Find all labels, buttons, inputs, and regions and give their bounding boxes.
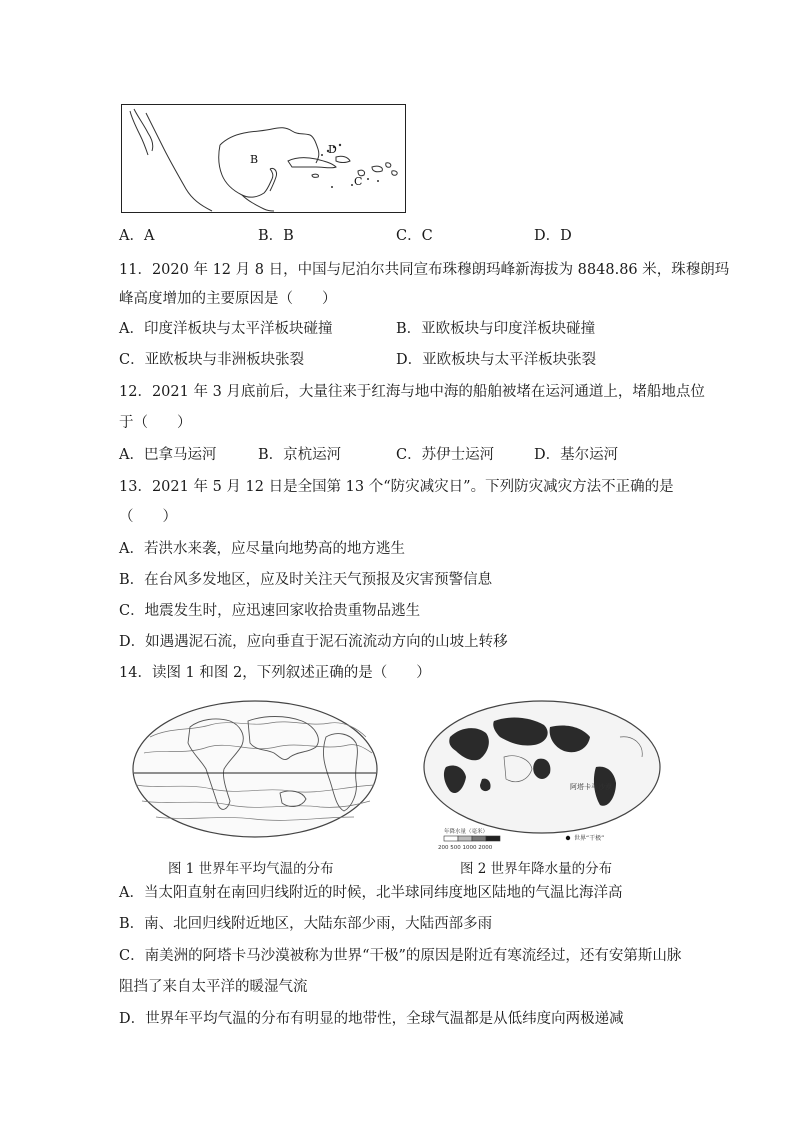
q10-option-b[interactable]: B．B [258, 228, 294, 244]
q12-stem-line2: 于（ ） [119, 415, 192, 431]
figure2-legend-title: 年降水量（毫米） [444, 829, 489, 835]
figure1-temperature-map [130, 697, 380, 842]
q12-stem-line1: 12．2021 年 3 月底前后，大量往来于红海与地中海的船舶被堵在运河通道上，堵船地点位 [119, 384, 705, 400]
map-label-d: D [328, 143, 337, 156]
q13-stem-line1: 13．2021 年 5 月 12 日是全国第 13 个“防灾减灾日”。下列防灾减灾方法不正确的是 [119, 479, 674, 495]
q13-option-b[interactable]: B．在台风多发地区，应及时关注天气预报及灾害预警信息 [119, 572, 493, 588]
figure2-legend-ticks: 200 500 1000 2000 [438, 845, 493, 851]
q10-option-a[interactable]: A．A [119, 228, 155, 244]
q14-option-b[interactable]: B．南、北回归线附近地区，大陆东部少雨，大陆西部多雨 [119, 916, 493, 932]
q14-stem: 14．读图 1 和图 2，下列叙述正确的是（ ） [119, 665, 431, 681]
q14-option-c-cont: 阻挡了来自太平洋的暖湿气流 [119, 979, 308, 995]
q14-option-c[interactable]: C．南美洲的阿塔卡马沙漠被称为世界“干极”的原因是附近有寒流经过，还有安第斯山脉 [119, 948, 682, 964]
q13-stem-line2: （ ） [119, 509, 177, 525]
q11-stem-line2: 峰高度增加的主要原因是（ ） [119, 291, 337, 307]
map-label-c: C [354, 175, 363, 188]
q13-option-d[interactable]: D．如遇遇泥石流，应向垂直于泥石流流动方向的山坡上转移 [119, 634, 508, 650]
q10-option-d[interactable]: D．D [534, 228, 572, 244]
q10-option-c[interactable]: C．C [396, 228, 433, 244]
q11-stem-line1: 11．2020 年 12 月 8 日，中国与尼泊尔共同宣布珠穆朗玛峰新海拔为 8848.86 米，珠穆朗玛 [119, 262, 730, 278]
q14-option-d[interactable]: D．世界年平均气温的分布有明显的地带性，全球气温都是从低纬度向两极递减 [119, 1011, 624, 1027]
q11-option-b[interactable]: B．亚欧板块与印度洋板块碰撞 [396, 321, 596, 337]
figure2-caption: 图 2 世界年降水量的分布 [460, 861, 613, 877]
map-label-b: B [250, 153, 259, 166]
q13-option-a[interactable]: A．若洪水来袭，应尽量向地势高的地方逃生 [119, 541, 405, 557]
caribbean-map [121, 104, 406, 213]
q11-option-a[interactable]: A．印度洋板块与太平洋板块碰撞 [119, 321, 333, 337]
q12-option-d[interactable]: D．基尔运河 [534, 447, 619, 463]
figure2-precipitation-map [420, 697, 665, 852]
q13-option-c[interactable]: C．地震发生时，应迅速回家收拾贵重物品逃生 [119, 603, 421, 619]
q14-option-a[interactable]: A．当太阳直射在南回归线附近的时候，北半球同纬度地区陆地的气温比海洋高 [119, 885, 623, 901]
figure2-legend-dry-pole: 世界“干极” [574, 835, 605, 842]
q12-option-c[interactable]: C．苏伊士运河 [396, 447, 495, 463]
figure2-desert-label: 阿塔卡马沙漠 [570, 783, 612, 791]
q12-option-b[interactable]: B．京杭运河 [258, 447, 342, 463]
caribbean-map-drawing [122, 105, 405, 212]
figure1-caption: 图 1 世界年平均气温的分布 [168, 861, 334, 877]
q12-option-a[interactable]: A．巴拿马运河 [119, 447, 217, 463]
q11-option-d[interactable]: D．亚欧板块与太平洋板块张裂 [396, 352, 597, 368]
q11-option-c[interactable]: C．亚欧板块与非洲板块张裂 [119, 352, 305, 368]
